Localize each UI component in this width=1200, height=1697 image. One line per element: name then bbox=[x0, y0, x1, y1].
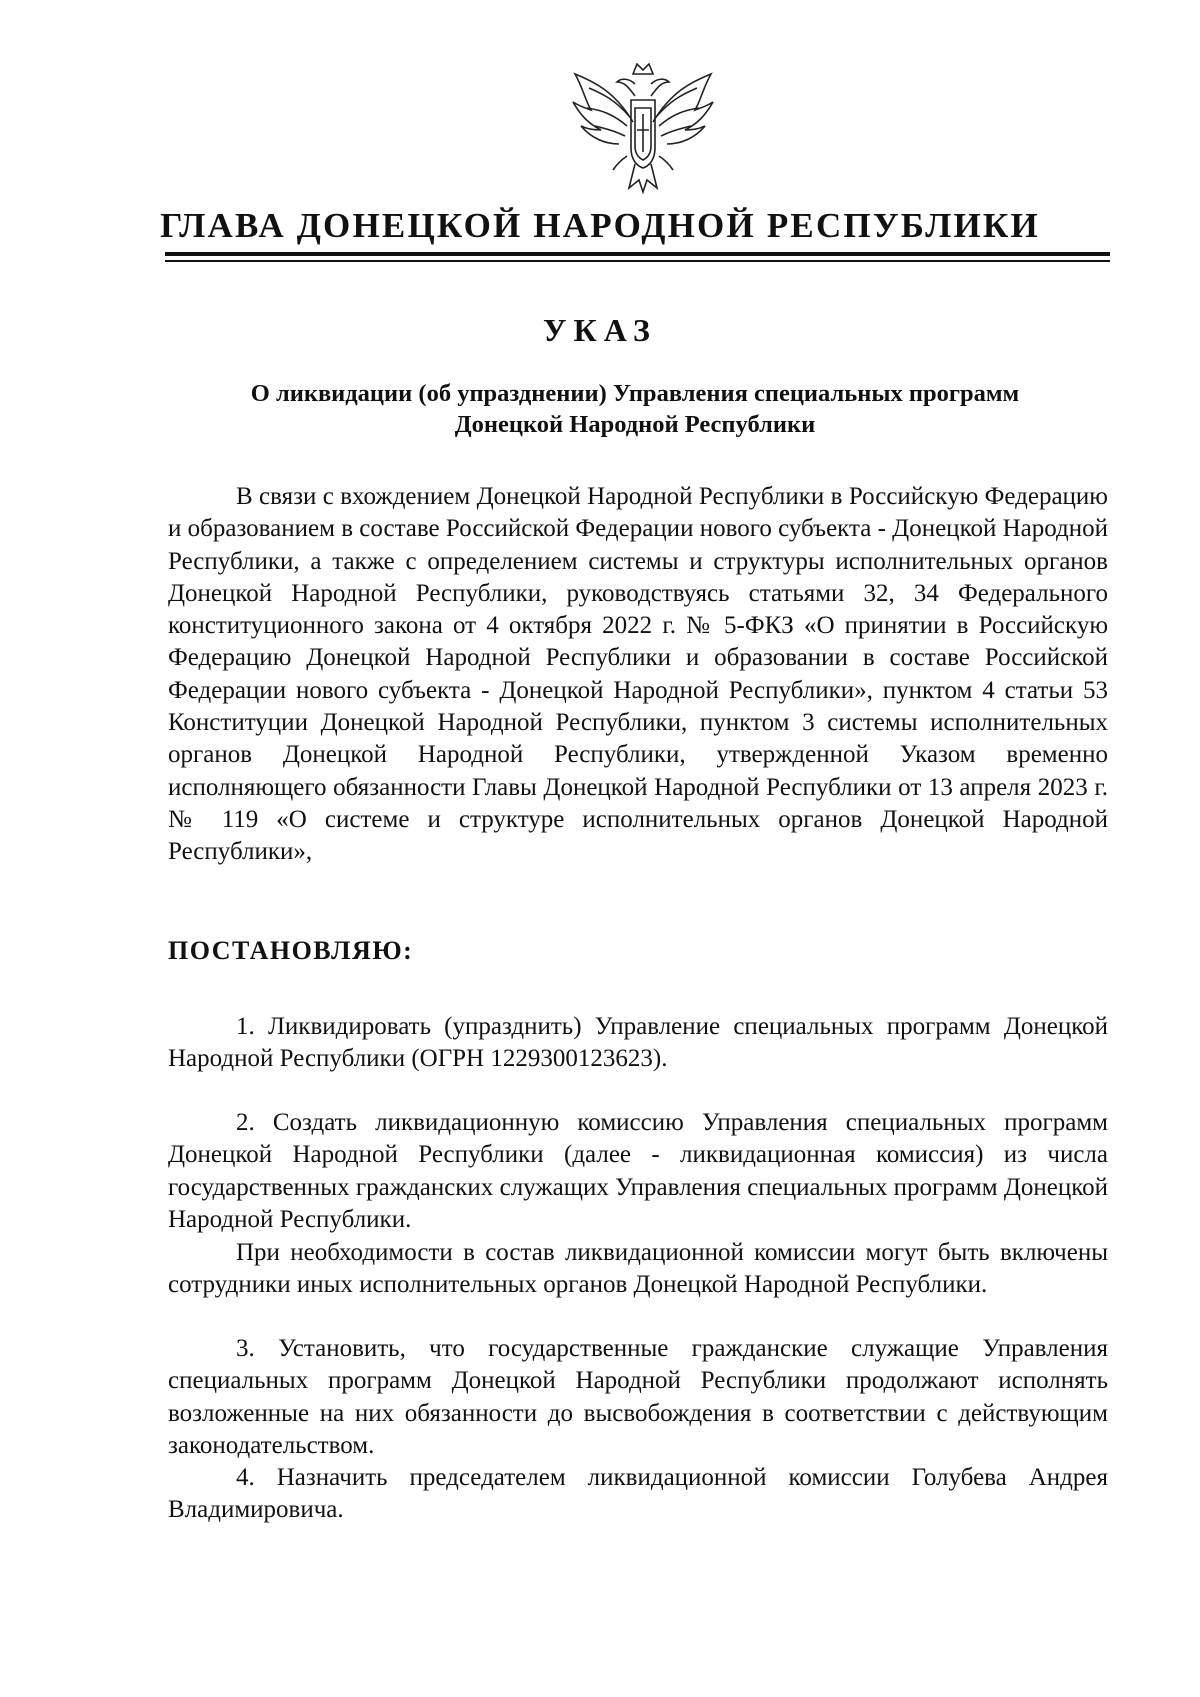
document-type: УКАЗ bbox=[543, 312, 657, 348]
document-title-line-1: О ликвидации (об упразднении) Управления специальных программ bbox=[250, 380, 1020, 407]
item-2: 2. Создать ликвидационную комиссию Управления специальных программ Донецкой Народной Республики (далее - ликвидационная комиссия) из числа государственных гражданских служащих Управления специальных программ Донецкой Народной Республики. bbox=[168, 1109, 1108, 1233]
header-rule-thin bbox=[165, 260, 1110, 262]
document-title bbox=[160, 378, 1110, 440]
item-4: 4. Назначить председателем ликвидационной комиссии Голубева Андрея Владимировича. bbox=[168, 1464, 1108, 1524]
item-2-note: При необходимости в состав ликвидационной комиссии могут быть включены сотрудники иных исполнительных органов Донецкой Народной Республики. bbox=[168, 1239, 1108, 1299]
item-3: 3. Установить, что государственные гражданские служащие Управления специальных программ Донецкой Народной Республики продолжают исполнять возложенные на них обязанности до высвобождения в соответствии с действующим законодательством. bbox=[168, 1335, 1108, 1459]
issuing-authority: ГЛАВА ДОНЕЦКОЙ НАРОДНОЙ РЕСПУБЛИКИ bbox=[160, 206, 1040, 245]
decree-word: ПОСТАНОВЛЯЮ: bbox=[168, 936, 414, 965]
item-1: 1. Ликвидировать (упразднить) Управление специальных программ Донецкой Народной Республики (ОГРН 1229300123623). bbox=[168, 1013, 1108, 1073]
preamble-paragraph: В связи с вхождением Донецкой Народной Республики в Российскую Федерацию и образованием в составе Российской Федерации нового субъекта - Донецкой Народной Республики, а также с определением системы и структуры исполнительных органов Донецкой Народной Республики, руководствуясь статьями 32, 34 Федерального конституционного закона от 4 октября 2022 г. № 5-ФКЗ «О принятии в Российскую Федерацию Донецкой Народной Республики и образовании в составе Российской Федерации нового субъекта - Донецкой Народной Республики», пунктом 4 статьи 53 Конституции Донецкой Народной Республики, пунктом 3 системы исполнительных органов Донецкой Народной Республики, утвержденной Указом временно исполняющего обязанности Главы Донецкой Народной Республики от 13 апреля 2023 г. № 119 «О системе и структуре исполнительных органов Донецкой Народной Республики», bbox=[168, 483, 1108, 866]
document-title-line-2: Донецкой Народной Республики bbox=[454, 411, 816, 438]
header-rule-thick bbox=[165, 252, 1110, 256]
coat-of-arms-icon bbox=[555, 52, 731, 200]
